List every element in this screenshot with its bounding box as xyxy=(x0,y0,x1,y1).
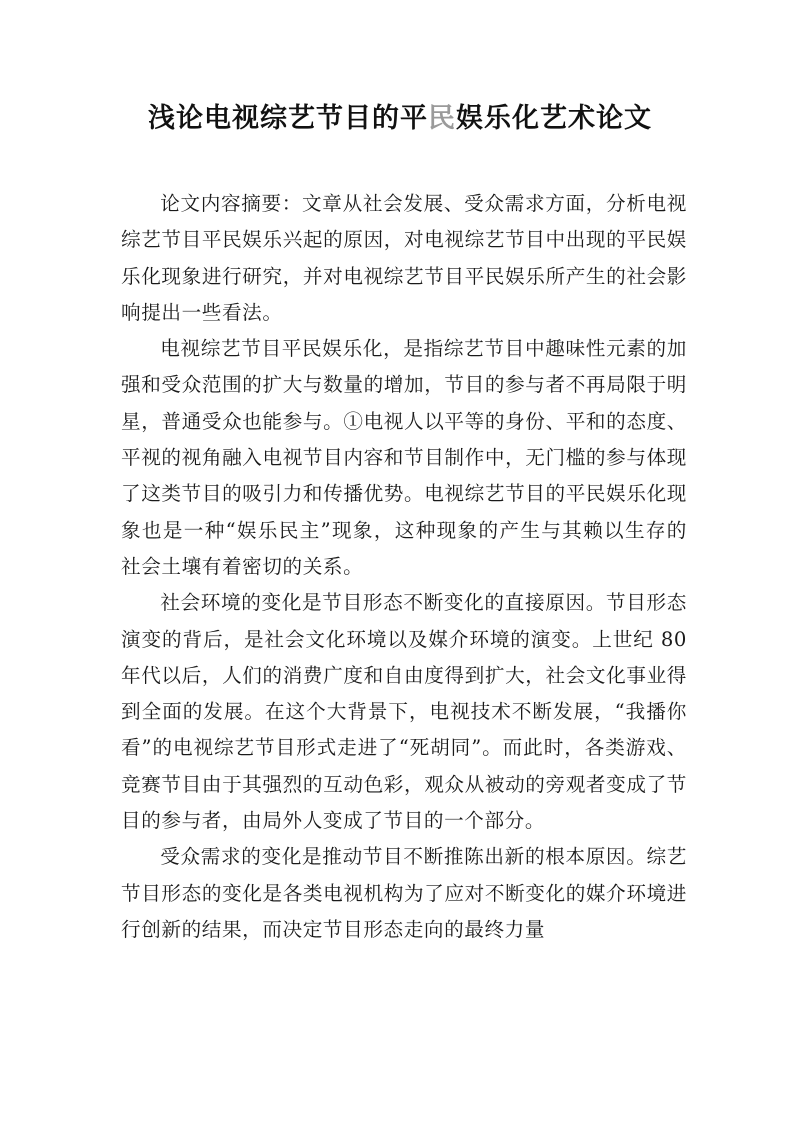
document-title xyxy=(0,96,800,135)
title-part-1: 浅论电视综艺节目的平 xyxy=(148,103,428,134)
document-body xyxy=(121,186,687,948)
title-part-2: 娱乐化艺术论文 xyxy=(456,103,652,134)
paragraph-abstract: 论文内容摘要：文章从社会发展、受众需求方面，分析电视综艺节目平民娱乐兴起的原因，对电视综艺节目中出现的平民娱乐化现象进行研究，并对电视综艺节目平民娱乐所产生的社会影响提出一些看法。 xyxy=(121,192,687,324)
title-part-highlight: 民 xyxy=(428,103,456,134)
paragraph-definition: 电视综艺节目平民娱乐化，是指综艺节目中趣味性元素的加强和受众范围的扩大与数量的增加，节目的参与者不再局限于明星，普通受众也能参与。①电视人以平等的身份、平和的态度、平视的视角融入电视节目内容和节目制作中，无门槛的参与体现了这类节目的吸引力和传播优势。电视综艺节目的平民娱乐化现象也是一种“娱乐民主”现象，这种现象的产生与其赖以生存的社会土壤有着密切的关系。 xyxy=(121,337,687,578)
paragraph-social-environment: 社会环境的变化是节目形态不断变化的直接原因。节目形态演变的背后，是社会文化环境以及媒介环境的演变。上世纪 80 年代以后，人们的消费广度和自由度得到扩大，社会文化事业得到全面的发展。在这个大背景下，电视技术不断发展，“我播你看”的电视综艺节目形式走进了“死胡同”。而此时，各类游戏、竞赛节目由于其强烈的互动色彩，观众从被动的旁观者变成了节目的参与者，由局外人变成了节目的一个部分。 xyxy=(121,591,687,833)
paragraph-audience-demand: 受众需求的变化是推动节目不断推陈出新的根本原因。综艺节目形态的变化是各类电视机构为了应对不断变化的媒介环境进行创新的结果，而决定节目形态走向的最终力量 xyxy=(121,845,687,941)
